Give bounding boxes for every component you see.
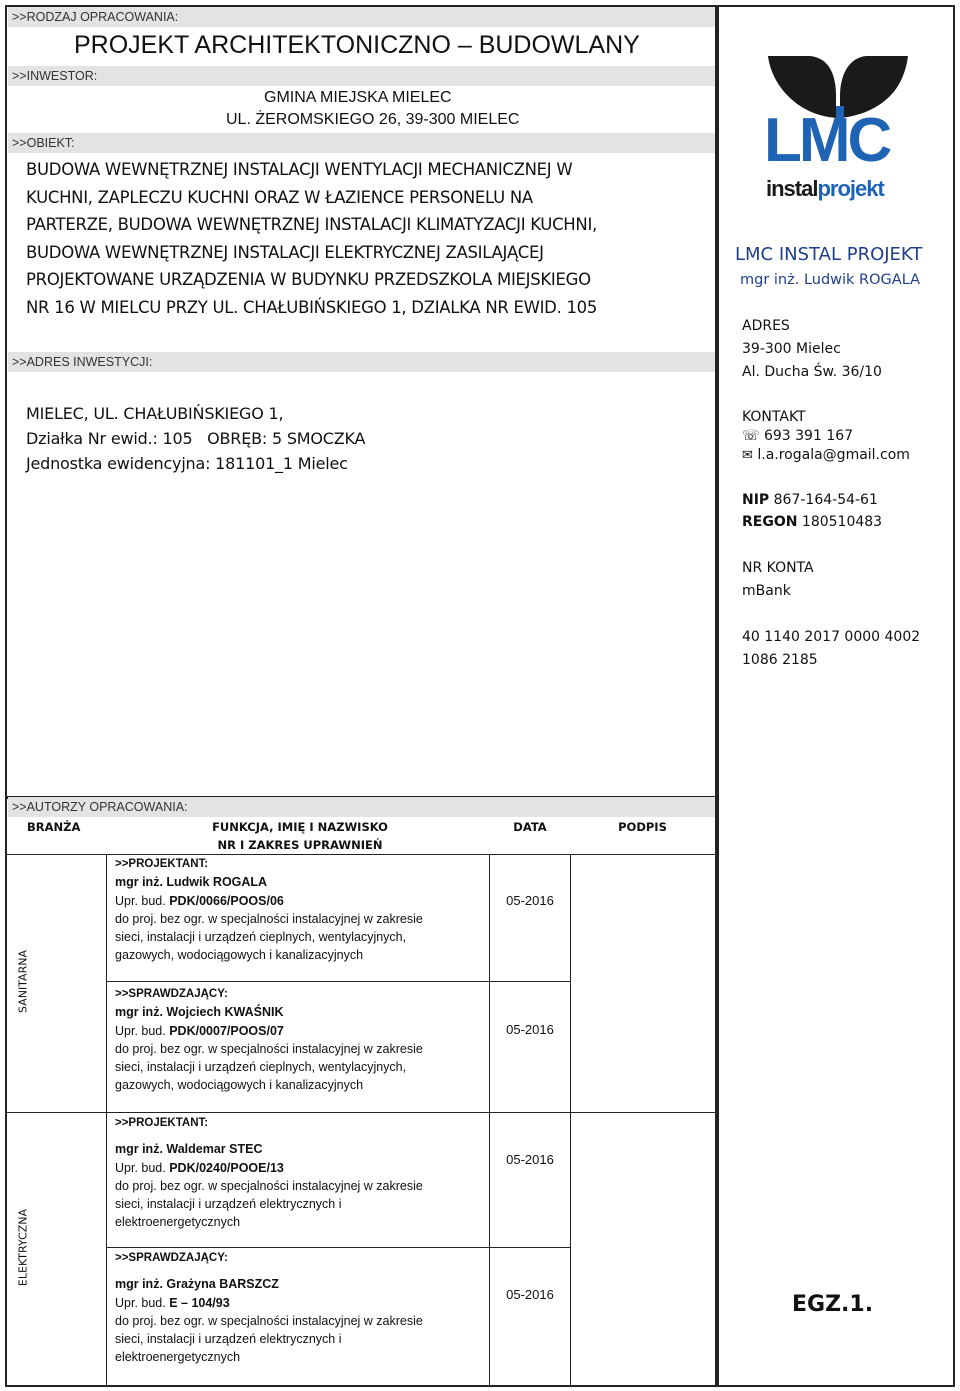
entry-scope-prefix: do proj. bez ogr.	[115, 911, 205, 926]
col-data: DATA	[513, 820, 547, 834]
authors-label: >>AUTORZY OPRACOWANIA:	[8, 797, 715, 817]
group-divider	[7, 1112, 715, 1113]
sub-divider	[106, 1247, 570, 1248]
adres-label: >>ADRES INWESTYCJI:	[8, 352, 715, 372]
nip-value: 867-164-54-61	[773, 492, 878, 508]
entry-date: 05-2016	[506, 1287, 554, 1302]
company-logo	[760, 48, 920, 208]
author-entry	[115, 1114, 495, 1232]
company-kontakt-label: KONTAKT	[742, 409, 806, 425]
entry-name: mgr inż. Wojciech KWAŚNIK	[115, 1005, 284, 1020]
company-phone: 693 391 167	[763, 428, 854, 444]
branza-elektryczna: ELEKTRYCZNA	[16, 1208, 30, 1287]
entry-upr-number: PDK/0007/POOS/07	[169, 1023, 284, 1038]
entry-scope-1: w specjalności instalacyjnej w zakresie	[208, 1178, 423, 1193]
company-nip-row	[742, 492, 878, 508]
col-funkcja-1: FUNKCJA, IMIĘ I NAZWISKO	[212, 820, 388, 834]
entry-role: >>PROJEKTANT:	[115, 1117, 209, 1129]
entry-role: >>SPRAWDZAJĄCY:	[115, 988, 228, 1000]
entry-scope-2: sieci, instalacji i urządzeń cieplnych, wentylacyjnych,	[115, 930, 407, 945]
entry-scope-prefix: do proj. bez ogr.	[115, 1313, 205, 1328]
entry-scope	[115, 1040, 495, 1058]
rodzaj-value: PROJEKT ARCHITEKTONICZNO – BUDOWLANY	[74, 31, 640, 59]
company-adres-label: ADRES	[742, 318, 790, 334]
entry-upr-number: PDK/0066/POOS/06	[169, 893, 284, 908]
adres-line: Działka Nr ewid.: 105 OBRĘB: 5 SMOCZKA	[26, 429, 366, 448]
entry-scope-1: w specjalności instalacyjnej w zakresie	[208, 911, 423, 926]
konto-line1: 40 1140 2017 0000 4002	[742, 629, 921, 645]
phone-icon: ☏	[742, 428, 760, 444]
logo-sub-b: projekt	[817, 176, 884, 201]
obiekt-line: KUCHNI, ZAPLECZU KUCHNI ORAZ W ŁAZIENCE PERSONELU NA	[26, 187, 533, 207]
konto-label: NR KONTA	[742, 560, 814, 576]
bank-name: mBank	[742, 583, 791, 599]
entry-scope-3: elektroenergetycznych	[115, 1350, 241, 1365]
logo-sub-a: instal	[766, 176, 818, 201]
right-panel-frame	[717, 5, 955, 1387]
entry-date: 05-2016	[506, 1022, 554, 1037]
entry-scope	[115, 1177, 495, 1195]
col-podpis: PODPIS	[618, 820, 667, 834]
col-funkcja-2: NR I ZAKRES UPRAWNIEŃ	[217, 838, 383, 852]
obiekt-description	[26, 156, 597, 322]
entry-scope-2: sieci, instalacji i urządzeń elektrycznych i	[115, 1197, 342, 1212]
rodzaj-label: >>RODZAJ OPRACOWANIA:	[8, 7, 715, 27]
entry-upr-prefix: Upr. bud.	[115, 1023, 166, 1038]
company-email[interactable]: l.a.rogala@gmail.com	[757, 447, 910, 463]
obiekt-line: PROJEKTOWANE URZĄDZENIA W BUDYNKU PRZEDSZKOLA MIEJSKIEGO	[26, 270, 591, 290]
obiekt-label: >>OBIEKT:	[8, 133, 715, 153]
company-regon-row	[742, 514, 882, 530]
entry-upr	[115, 1294, 495, 1312]
document-code: EGZ.1.	[792, 1292, 874, 1317]
entry-upr	[115, 1159, 495, 1177]
entry-date: 05-2016	[506, 1152, 554, 1167]
entry-upr-prefix: Upr. bud.	[115, 1160, 166, 1175]
entry-scope-1: w specjalności instalacyjnej w zakresie	[208, 1041, 423, 1056]
envelope-icon: ✉	[742, 448, 753, 463]
author-entry	[115, 855, 495, 965]
branza-sanitarna: SANITARNA	[16, 950, 30, 1013]
inwestor-line2: UL. ŻEROMSKIEGO 26, 39-300 MIELEC	[226, 111, 520, 128]
entry-date: 05-2016	[506, 893, 554, 908]
entry-scope-2: sieci, instalacji i urządzeń elektrycznych i	[115, 1332, 342, 1347]
konto-line2: 1086 2185	[742, 652, 818, 668]
obiekt-line: BUDOWA WEWNĘTRZNEJ INSTALACJI WENTYLACJI MECHANICZNEJ W	[26, 160, 573, 179]
entry-upr-prefix: Upr. bud.	[115, 1295, 166, 1310]
company-adres-line1: 39-300 Mielec	[742, 341, 841, 357]
col-branza: BRANŻA	[27, 820, 81, 834]
entry-role: >>SPRAWDZAJĄCY:	[115, 1252, 228, 1264]
adres-line: MIELEC, UL. CHAŁUBIŃSKIEGO 1,	[26, 404, 284, 423]
entry-scope-prefix: do proj. bez ogr.	[115, 1041, 205, 1056]
adres-inwestycji	[26, 401, 365, 476]
obiekt-line: NR 16 W MIELCU PRZY UL. CHAŁUBIŃSKIEGO 1, DZIALKA NR EWID. 105	[26, 297, 598, 317]
col-funkcja	[110, 818, 490, 854]
entry-upr	[115, 1022, 495, 1040]
entry-upr-number: PDK/0240/POOE/13	[169, 1160, 284, 1175]
obiekt-line: BUDOWA WEWNĘTRZNEJ INSTALACJI ELEKTRYCZNEJ ZASILAJĄCEJ	[26, 242, 544, 262]
company-email-row	[742, 447, 910, 463]
company-name: LMC INSTAL PROJEKT	[735, 244, 923, 265]
author-entry	[115, 985, 495, 1095]
inwestor-label: >>INWESTOR:	[8, 66, 715, 86]
entry-scope-3: elektroenergetycznych	[115, 1215, 241, 1230]
adres-line: Jednostka ewidencyjna: 181101_1 Mielec	[26, 454, 348, 473]
nip-label: NIP	[742, 492, 770, 508]
entry-scope	[115, 1312, 495, 1330]
entry-scope-3: gazowych, wodociągowych i kanalizacyjnych	[115, 948, 364, 963]
entry-scope-1: w specjalności instalacyjnej w zakresie	[208, 1313, 423, 1328]
entry-scope-3: gazowych, wodociągowych i kanalizacyjnych	[115, 1078, 364, 1093]
logo-text: LMC	[764, 106, 890, 175]
sub-divider	[106, 981, 570, 982]
obiekt-line: PARTERZE, BUDOWA WEWNĘTRZNEJ INSTALACJI KLIMATYZACJI KUCHNI,	[26, 215, 597, 235]
entry-scope-prefix: do proj. bez ogr.	[115, 1178, 205, 1193]
company-adres-line2: Al. Ducha Św. 36/10	[742, 364, 882, 380]
branza-divider	[106, 854, 107, 1385]
author-entry	[115, 1249, 495, 1367]
entry-scope	[115, 910, 495, 928]
inwestor-line1: GMINA MIEJSKA MIELEC	[264, 89, 452, 106]
entry-scope-2: sieci, instalacji i urządzeń cieplnych, wentylacyjnych,	[115, 1060, 407, 1075]
entry-upr-prefix: Upr. bud.	[115, 893, 166, 908]
entry-name: mgr inż. Ludwik ROGALA	[115, 875, 268, 890]
data-divider-right	[570, 854, 571, 1385]
entry-upr	[115, 892, 495, 910]
company-phone-row	[742, 428, 853, 444]
entry-name: mgr inż. Grażyna BARSZCZ	[115, 1277, 279, 1292]
regon-label: REGON	[742, 514, 798, 530]
regon-value: 180510483	[801, 514, 883, 530]
logo-sub	[766, 176, 884, 202]
entry-upr-number: E – 104/93	[169, 1295, 230, 1310]
company-person: mgr inż. Ludwik ROGALA	[740, 272, 921, 288]
entry-role: >>PROJEKTANT:	[115, 858, 209, 870]
entry-name: mgr inż. Waldemar STEC	[115, 1142, 263, 1157]
